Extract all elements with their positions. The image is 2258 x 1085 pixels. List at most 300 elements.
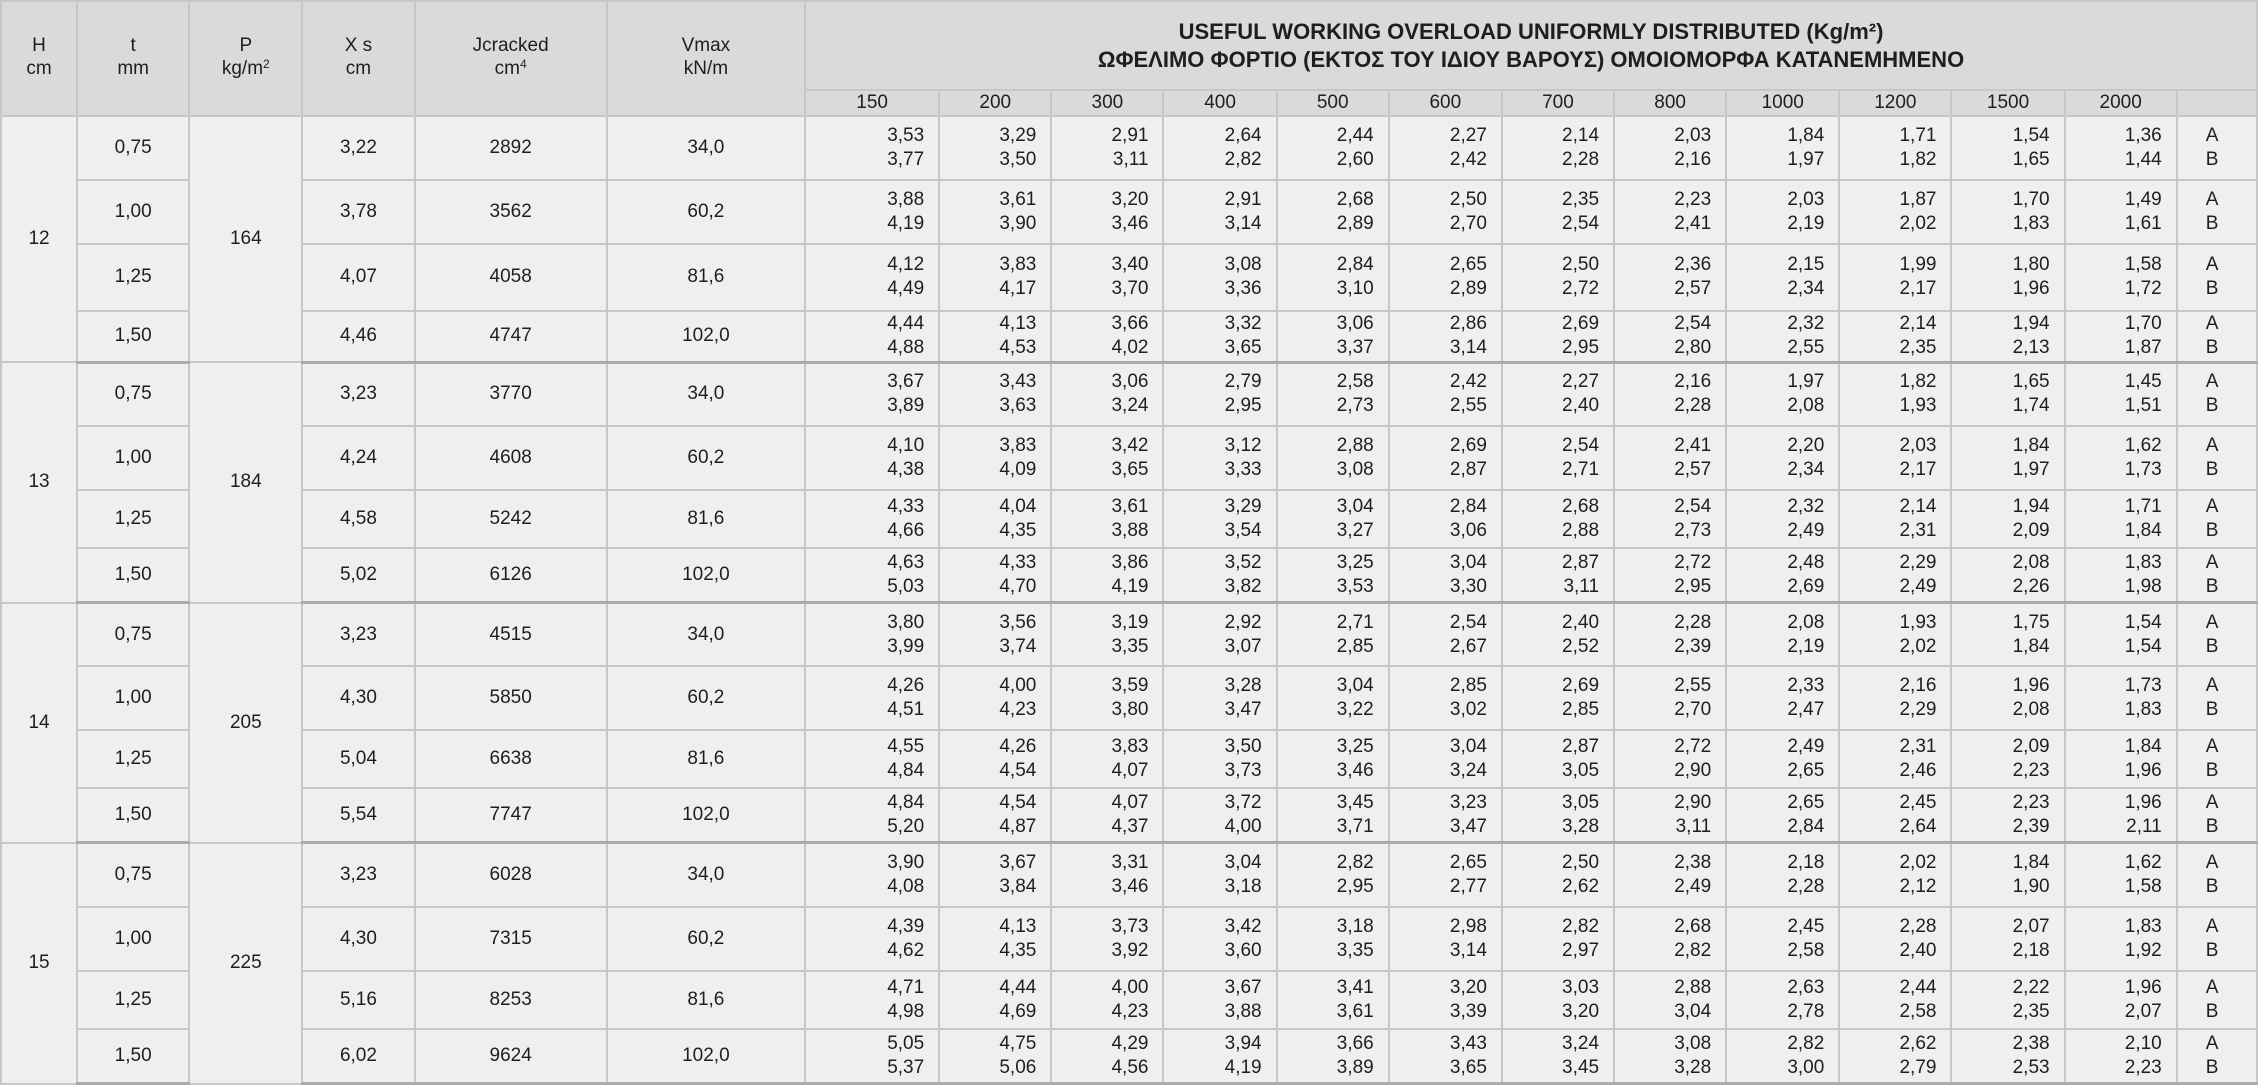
value-a: 3,18 — [1336, 915, 1374, 937]
value-a: 4,07 — [1111, 792, 1149, 814]
table-row — [1, 730, 2257, 788]
cell-load-value — [1277, 666, 1389, 730]
cell-xs: 4,58 — [302, 490, 414, 548]
cell-load-value — [1389, 311, 1502, 362]
cell-load-value — [1614, 548, 1726, 603]
header-h-label: H — [32, 35, 46, 56]
cell-vmax: 102,0 — [607, 788, 805, 843]
cell-load-value — [1951, 1029, 2064, 1084]
value-a: 2,69 — [1562, 675, 1600, 697]
value-b: 3,74 — [999, 635, 1037, 657]
cell-load-value — [1502, 362, 1614, 426]
cell-load-value — [1389, 843, 1502, 907]
cell-jcracked: 4747 — [415, 311, 607, 362]
value-b: 2,28 — [1787, 876, 1825, 898]
cell-load-value — [1951, 548, 2064, 603]
cell-load-value — [1163, 1029, 1276, 1084]
value-a: 2,91 — [1224, 188, 1262, 210]
value-a: 2,14 — [1899, 495, 1937, 517]
cell-t: 1,00 — [77, 666, 189, 730]
cell-load-value — [1502, 311, 1614, 362]
cell-load-value — [939, 666, 1051, 730]
cell-load-value — [1614, 1029, 1726, 1084]
title-english: USEFUL WORKING OVERLOAD UNIFORMLY DISTRIBUTED (Kg/m²) — [1178, 18, 1884, 44]
value-a: 2,14 — [1899, 313, 1937, 335]
cell-load-value — [1389, 548, 1502, 603]
value-a: 3,04 — [1449, 551, 1487, 573]
table-row — [1, 244, 2257, 311]
cell-load-value — [1163, 244, 1276, 311]
cell-series-label — [2177, 548, 2257, 603]
value-a: 4,63 — [887, 551, 925, 573]
cell-vmax: 81,6 — [607, 490, 805, 548]
cell-load-value — [1839, 1029, 1951, 1084]
value-b: 2,53 — [2012, 1056, 2050, 1078]
cell-t: 0,75 — [77, 603, 189, 667]
cell-load-value — [1614, 907, 1726, 971]
value-a: 2,35 — [1562, 188, 1600, 210]
value-b: 2,58 — [1899, 1000, 1937, 1022]
value-b: 4,69 — [999, 1000, 1037, 1022]
cell-jcracked: 8253 — [415, 971, 607, 1029]
value-a: 3,04 — [1224, 852, 1262, 874]
value-a: 2,10 — [2124, 1032, 2162, 1054]
cell-load-value — [1277, 548, 1389, 603]
value-b: 2,17 — [1899, 278, 1937, 300]
cell-load-value — [1502, 116, 1614, 180]
value-b: 2,60 — [1336, 148, 1374, 170]
series-label-b: B — [2205, 337, 2219, 359]
value-a: 2,23 — [1674, 188, 1712, 210]
value-b: 3,14 — [1449, 337, 1487, 359]
value-b: 3,28 — [1674, 1056, 1712, 1078]
header-xs-label: X s — [344, 35, 373, 56]
cell-load-value — [1614, 603, 1726, 667]
value-b: 3,82 — [1224, 575, 1262, 597]
value-b: 4,53 — [999, 337, 1037, 359]
series-label-b: B — [2205, 212, 2219, 234]
value-a: 3,04 — [1449, 736, 1487, 758]
cell-load-value — [1951, 788, 2064, 843]
value-a: 2,82 — [1562, 915, 1600, 937]
header-j-label: Jcracked — [472, 35, 549, 56]
value-b: 3,60 — [1224, 939, 1262, 961]
value-b: 3,22 — [1336, 699, 1374, 721]
value-a: 3,29 — [999, 124, 1037, 146]
value-a: 2,55 — [1674, 675, 1712, 697]
value-b: 3,11 — [1112, 148, 1149, 170]
value-b: 2,29 — [1899, 699, 1937, 721]
cell-load-value — [2065, 1029, 2177, 1084]
value-a: 2,16 — [1899, 675, 1937, 697]
value-b: 4,23 — [1111, 1000, 1149, 1022]
series-label-a: A — [2205, 675, 2219, 697]
series-label-a: A — [2205, 254, 2219, 276]
value-b: 1,73 — [2124, 458, 2162, 480]
value-b: 2,28 — [1674, 395, 1712, 417]
cell-load-value — [805, 362, 939, 426]
value-b: 2,31 — [1899, 519, 1937, 541]
value-b: 2,95 — [1336, 876, 1374, 898]
cell-load-value — [1051, 362, 1163, 426]
cell-load-value — [1951, 730, 2064, 788]
value-b: 1,98 — [2124, 575, 2162, 597]
cell-load-value — [939, 180, 1051, 244]
value-a: 2,20 — [1787, 434, 1825, 456]
cell-load-value — [1839, 180, 1951, 244]
value-b: 2,82 — [1224, 148, 1262, 170]
header-h — [1, 1, 77, 116]
value-b: 3,24 — [1111, 395, 1149, 417]
value-a: 2,79 — [1224, 371, 1262, 393]
cell-load-value — [1839, 426, 1951, 490]
value-a: 3,59 — [1111, 675, 1149, 697]
cell-t: 1,50 — [77, 548, 189, 603]
value-b: 4,38 — [887, 458, 925, 480]
value-b: 1,51 — [2124, 395, 2162, 417]
value-a: 1,80 — [2012, 254, 2050, 276]
value-b: 2,47 — [1787, 699, 1825, 721]
value-a: 1,75 — [2012, 611, 2050, 633]
cell-vmax: 34,0 — [607, 116, 805, 180]
cell-load-value — [1951, 843, 2064, 907]
table-row — [1, 490, 2257, 548]
cell-load-value — [1389, 244, 1502, 311]
cell-load-value — [1502, 730, 1614, 788]
value-b: 2,19 — [1787, 212, 1825, 234]
cell-load-value — [1951, 666, 2064, 730]
series-label-b: B — [2205, 458, 2219, 480]
series-label-a: A — [2205, 124, 2219, 146]
value-a: 2,90 — [1674, 792, 1712, 814]
cell-load-value — [1951, 603, 2064, 667]
cell-jcracked: 7315 — [415, 907, 607, 971]
value-a: 3,20 — [1111, 188, 1149, 210]
cell-load-value — [1614, 180, 1726, 244]
cell-load-value — [1051, 548, 1163, 603]
cell-p: 184 — [189, 362, 302, 602]
value-a: 4,13 — [999, 313, 1037, 335]
value-b: 1,82 — [1899, 148, 1937, 170]
value-a: 2,54 — [1674, 313, 1712, 335]
value-a: 2,65 — [1449, 254, 1487, 276]
cell-load-value — [1839, 548, 1951, 603]
value-a: 2,15 — [1787, 254, 1825, 276]
cell-xs: 3,78 — [302, 180, 414, 244]
cell-series-label — [2177, 666, 2257, 730]
cell-xs: 4,30 — [302, 907, 414, 971]
cell-load-value — [805, 666, 939, 730]
cell-load-value — [2065, 490, 2177, 548]
cell-load-value — [939, 244, 1051, 311]
cell-h: 12 — [1, 116, 77, 362]
cell-load-value — [1726, 788, 1839, 843]
load-header: 200 — [939, 90, 1051, 116]
cell-xs: 5,16 — [302, 971, 414, 1029]
load-header: 600 — [1389, 90, 1502, 116]
cell-load-value — [1951, 490, 2064, 548]
value-a: 4,33 — [999, 551, 1037, 573]
value-a: 2,72 — [1674, 736, 1712, 758]
cell-load-value — [1839, 116, 1951, 180]
value-b: 2,55 — [1787, 337, 1825, 359]
value-b: 2,67 — [1449, 635, 1487, 657]
cell-t: 1,00 — [77, 907, 189, 971]
value-b: 3,35 — [1111, 635, 1149, 657]
cell-vmax: 60,2 — [607, 907, 805, 971]
value-a: 3,83 — [999, 254, 1037, 276]
value-b: 3,47 — [1224, 699, 1262, 721]
cell-load-value — [939, 311, 1051, 362]
cell-series-label — [2177, 843, 2257, 907]
value-a: 2,27 — [1562, 371, 1600, 393]
cell-vmax: 81,6 — [607, 244, 805, 311]
cell-jcracked: 4608 — [415, 426, 607, 490]
value-b: 2,39 — [2012, 816, 2050, 838]
value-a: 2,92 — [1224, 611, 1262, 633]
series-label-a: A — [2205, 371, 2219, 393]
value-a: 1,73 — [2124, 675, 2162, 697]
cell-load-value — [1051, 180, 1163, 244]
value-a: 3,67 — [887, 371, 925, 393]
cell-load-value — [1951, 311, 2064, 362]
value-b: 2,02 — [1899, 212, 1937, 234]
value-a: 2,84 — [1336, 254, 1374, 276]
value-a: 1,54 — [2012, 124, 2050, 146]
value-b: 4,00 — [1224, 816, 1262, 838]
cell-load-value — [939, 362, 1051, 426]
cell-load-value — [1839, 362, 1951, 426]
cell-p: 164 — [189, 116, 302, 362]
value-a: 2,82 — [1336, 852, 1374, 874]
value-a: 2,69 — [1449, 434, 1487, 456]
cell-t: 1,00 — [77, 426, 189, 490]
cell-t: 1,25 — [77, 244, 189, 311]
value-a: 2,49 — [1787, 736, 1825, 758]
cell-load-value — [1839, 730, 1951, 788]
value-a: 3,52 — [1224, 551, 1262, 573]
cell-load-value — [1502, 180, 1614, 244]
value-a: 2,65 — [1787, 792, 1825, 814]
value-b: 1,96 — [2124, 760, 2162, 782]
value-b: 3,30 — [1449, 575, 1487, 597]
cell-load-value — [1839, 843, 1951, 907]
value-a: 3,06 — [1336, 313, 1374, 335]
value-b: 2,80 — [1674, 337, 1712, 359]
header-xs — [302, 1, 414, 116]
cell-load-value — [1389, 490, 1502, 548]
value-a: 4,12 — [887, 254, 925, 276]
cell-load-value — [1051, 603, 1163, 667]
value-b: 3,46 — [1336, 760, 1374, 782]
load-header: 400 — [1163, 90, 1276, 116]
cell-load-value — [1163, 548, 1276, 603]
value-b: 3,99 — [887, 635, 925, 657]
load-header: 800 — [1614, 90, 1726, 116]
value-a: 2,09 — [2012, 736, 2050, 758]
value-b: 1,54 — [2124, 635, 2162, 657]
header-xs-unit: cm — [345, 58, 372, 79]
cell-load-value — [1051, 116, 1163, 180]
value-b: 2,58 — [1787, 939, 1825, 961]
value-b: 3,33 — [1224, 458, 1262, 480]
cell-load-value — [1614, 730, 1726, 788]
value-b: 2,39 — [1674, 635, 1712, 657]
value-b: 2,11 — [2126, 816, 2162, 838]
cell-load-value — [805, 971, 939, 1029]
value-a: 1,99 — [1899, 254, 1937, 276]
value-a: 3,72 — [1224, 792, 1262, 814]
value-a: 2,50 — [1562, 254, 1600, 276]
value-a: 2,33 — [1787, 675, 1825, 697]
table-row — [1, 426, 2257, 490]
value-b: 2,07 — [2124, 1000, 2162, 1022]
cell-vmax: 102,0 — [607, 311, 805, 362]
series-label-a: A — [2205, 976, 2219, 998]
value-b: 2,42 — [1449, 148, 1487, 170]
value-a: 3,42 — [1111, 434, 1149, 456]
table-row — [1, 603, 2257, 667]
value-a: 2,50 — [1562, 852, 1600, 874]
cell-h: 13 — [1, 362, 77, 602]
value-a: 1,84 — [2012, 434, 2050, 456]
series-label-b: B — [2205, 699, 2219, 721]
value-b: 3,65 — [1111, 458, 1149, 480]
header-p-unit-sup: 2 — [263, 57, 270, 71]
cell-load-value — [2065, 971, 2177, 1029]
value-b: 3,88 — [1224, 1000, 1262, 1022]
value-b: 2,95 — [1674, 575, 1712, 597]
value-a: 1,65 — [2012, 371, 2050, 393]
cell-t: 1,25 — [77, 730, 189, 788]
series-label-b: B — [2205, 635, 2219, 657]
cell-load-value — [1614, 362, 1726, 426]
value-b: 2,35 — [1899, 337, 1937, 359]
value-a: 3,41 — [1336, 976, 1374, 998]
cell-xs: 6,02 — [302, 1029, 414, 1084]
value-a: 2,86 — [1449, 313, 1487, 335]
cell-t: 1,50 — [77, 788, 189, 843]
value-a: 3,86 — [1111, 551, 1149, 573]
cell-load-value — [2065, 788, 2177, 843]
cell-load-value — [1051, 490, 1163, 548]
cell-series-label — [2177, 907, 2257, 971]
cell-jcracked: 4515 — [415, 603, 607, 667]
series-label-a: A — [2205, 313, 2219, 335]
value-b: 4,62 — [887, 939, 925, 961]
cell-p: 225 — [189, 843, 302, 1084]
value-a: 2,87 — [1562, 551, 1600, 573]
value-a: 2,32 — [1787, 313, 1825, 335]
cell-xs: 3,22 — [302, 116, 414, 180]
value-b: 3,89 — [1336, 1056, 1374, 1078]
value-b: 2,49 — [1674, 876, 1712, 898]
cell-xs: 3,23 — [302, 362, 414, 426]
value-a: 3,43 — [1449, 1032, 1487, 1054]
value-b: 2,49 — [1787, 519, 1825, 541]
cell-load-value — [1051, 666, 1163, 730]
cell-load-value — [805, 244, 939, 311]
cell-load-value — [1163, 180, 1276, 244]
cell-load-value — [805, 426, 939, 490]
cell-vmax: 34,0 — [607, 603, 805, 667]
cell-load-value — [805, 116, 939, 180]
value-b: 3,18 — [1224, 876, 1262, 898]
value-a: 2,72 — [1674, 551, 1712, 573]
table-row — [1, 1029, 2257, 1084]
cell-load-value — [939, 426, 1051, 490]
value-a: 2,98 — [1449, 915, 1487, 937]
cell-load-value — [1951, 116, 2064, 180]
value-a: 3,42 — [1224, 915, 1262, 937]
cell-series-label — [2177, 116, 2257, 180]
cell-load-value — [1726, 603, 1839, 667]
cell-load-value — [1726, 311, 1839, 362]
value-a: 3,32 — [1224, 313, 1262, 335]
cell-series-label — [2177, 1029, 2257, 1084]
value-b: 3,11 — [1563, 575, 1600, 597]
value-b: 3,88 — [1111, 519, 1149, 541]
cell-jcracked: 7747 — [415, 788, 607, 843]
value-b: 2,90 — [1674, 760, 1712, 782]
value-b: 2,73 — [1336, 395, 1374, 417]
value-b: 2,46 — [1899, 760, 1937, 782]
value-b: 1,93 — [1899, 395, 1937, 417]
value-a: 2,27 — [1449, 124, 1487, 146]
series-label-a: A — [2205, 736, 2219, 758]
value-a: 1,87 — [1899, 188, 1937, 210]
cell-series-label — [2177, 244, 2257, 311]
header-j-unit-sup: 4 — [519, 57, 527, 71]
cell-load-value — [1277, 244, 1389, 311]
cell-load-value — [1389, 426, 1502, 490]
value-a: 2,88 — [1336, 434, 1374, 456]
cell-xs: 4,24 — [302, 426, 414, 490]
title-greek: ΩΦΕΛΙΜΟ ΦΟΡΤΙΟ (ΕΚΤΟΣ ΤΟΥ ΙΔΙΟΥ ΒΑΡΟΥΣ) ΟΜΟΙΟΜΟΡΦΑ ΚΑΤΑΝΕΜΗΜΕΝΟ — [1097, 46, 1965, 72]
value-b: 3,27 — [1336, 519, 1374, 541]
value-a: 3,24 — [1562, 1032, 1600, 1054]
cell-t: 0,75 — [77, 843, 189, 907]
value-b: 2,69 — [1787, 575, 1825, 597]
value-a: 3,94 — [1224, 1032, 1262, 1054]
cell-load-value — [1277, 971, 1389, 1029]
cell-load-value — [805, 490, 939, 548]
value-a: 2,42 — [1449, 371, 1487, 393]
cell-load-value — [1277, 907, 1389, 971]
cell-p: 205 — [189, 603, 302, 843]
load-header: 500 — [1277, 90, 1389, 116]
load-header: 700 — [1502, 90, 1614, 116]
value-a: 2,14 — [1562, 124, 1600, 146]
cell-load-value — [1051, 426, 1163, 490]
value-b: 2,23 — [2124, 1056, 2162, 1078]
value-a: 3,43 — [999, 371, 1037, 393]
value-a: 1,97 — [1787, 371, 1825, 393]
value-b: 2,57 — [1674, 458, 1712, 480]
value-b: 2,95 — [1562, 337, 1600, 359]
value-b: 2,71 — [1562, 458, 1600, 480]
value-a: 2,88 — [1674, 976, 1712, 998]
series-label-a: A — [2205, 611, 2219, 633]
value-a: 2,68 — [1336, 188, 1374, 210]
value-b: 3,65 — [1449, 1056, 1487, 1078]
header-title — [805, 1, 2257, 90]
table-row — [1, 788, 2257, 843]
value-a: 2,48 — [1787, 551, 1825, 573]
series-label-a: A — [2205, 188, 2219, 210]
cell-load-value — [1277, 788, 1389, 843]
cell-load-value — [2065, 180, 2177, 244]
